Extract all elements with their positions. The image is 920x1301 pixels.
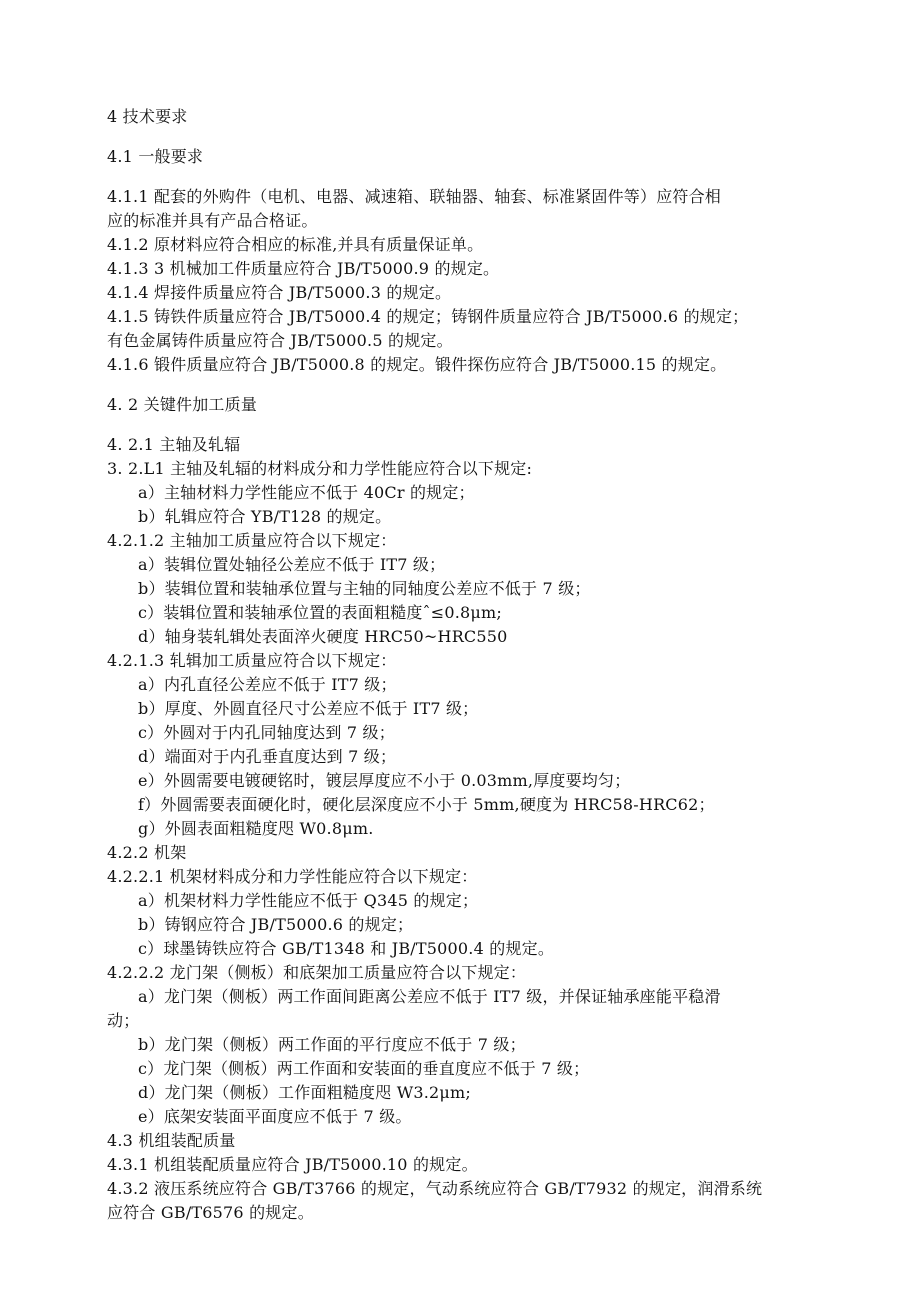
list-item: b）龙门架（侧板）两工作面的平行度应不低于 7 级； xyxy=(138,1035,526,1054)
text-line: 4.1.1 配套的外购件（电机、电器、减速箱、联轴器、轴套、标准紧固件等）应符合相 xyxy=(107,187,721,206)
list-item: a）机架材料力学性能应不低于 Q345 的规定； xyxy=(138,891,479,910)
section-heading: 4 技术要求 xyxy=(107,107,188,126)
list-item: b）轧辑应符合 YB/T128 的规定。 xyxy=(138,507,392,526)
text-line: 应符合 GB/T6576 的规定。 xyxy=(107,1203,314,1222)
list-item: d）轴身装轧辑处表面淬火硬度 HRC50~HRC550 xyxy=(138,627,508,646)
text-line: 应的标准并具有产品合格证。 xyxy=(107,211,318,230)
list-item: a）装辑位置处轴径公差应不低于 IT7 级； xyxy=(138,555,446,574)
text-line: 3. 2.L1 主轴及轧辐的材料成分和力学性能应符合以下规定: xyxy=(107,459,533,478)
text-line: 4.1.5 铸铁件质量应符合 JB/T5000.4 的规定；铸钢件质量应符合 JB/T5000.6 的规定； xyxy=(107,307,749,326)
subsection-heading: 4.3 机组装配质量 xyxy=(107,1131,236,1150)
text-line: 4.2.2.2 龙门架（侧板）和底架加工质量应符合以下规定： xyxy=(107,963,527,982)
text-line: 4.1.6 锻件质量应符合 JB/T5000.8 的规定。锻件探伤应符合 JB/T5000.15 的规定。 xyxy=(107,355,727,374)
list-item: d）端面对于内孔垂直度达到 7 级； xyxy=(138,747,397,766)
list-item: g）外圆表面粗糙度咫 W0.8μm. xyxy=(138,819,374,838)
text-line: 4.2.2.1 机架材料成分和力学性能应符合以下规定： xyxy=(107,867,478,886)
text-line: 有色金属铸件质量应符合 JB/T5000.5 的规定。 xyxy=(107,331,453,350)
list-item: c）球墨铸铁应符合 GB/T1348 和 JB/T5000.4 的规定。 xyxy=(138,939,555,958)
subsection-heading: 4. 2.1 主轴及轧辐 xyxy=(107,435,241,454)
text-line: 4.1.3 3 机械加工件质量应符合 JB/T5000.9 的规定。 xyxy=(107,259,500,278)
list-item: a）内孔直径公差应不低于 IT7 级； xyxy=(138,675,397,694)
list-item: e）外圆需要电镀硬铭时，镀层厚度应不小于 0.03mm,厚度要均匀； xyxy=(138,771,631,790)
subsection-heading: 4.2.2 机架 xyxy=(107,843,187,862)
text-line: 4.3.1 机组装配质量应符合 JB/T5000.10 的规定。 xyxy=(107,1155,478,1174)
list-item: b）厚度、外圆直径尺寸公差应不低于 IT7 级； xyxy=(138,699,479,718)
list-item: c）装辑位置和装轴承位置的表面粗糙度ˆ≤0.8μm; xyxy=(138,603,502,622)
subsection-heading: 4.1 一般要求 xyxy=(107,147,204,166)
list-item: a）龙门架（侧板）两工作面间距离公差应不低于 IT7 级，并保证轴承座能平稳滑 xyxy=(138,987,721,1006)
text-line: 动； xyxy=(107,1011,140,1030)
list-item: c）外圆对于内孔同轴度达到 7 级； xyxy=(138,723,395,742)
text-line: 4.2.1.3 轧辑加工质量应符合以下规定： xyxy=(107,651,397,670)
list-item: a）主轴材料力学性能应不低于 40Cr 的规定； xyxy=(138,483,475,502)
list-item: e）底架安装面平面度应不低于 7 级。 xyxy=(138,1107,412,1126)
list-item: b）装辑位置和装轴承位置与主轴的同轴度公差应不低于 7 级； xyxy=(138,579,591,598)
list-item: c）龙门架（侧板）两工作面和安装面的垂直度应不低于 7 级； xyxy=(138,1059,590,1078)
subsection-heading: 4. 2 关键件加工质量 xyxy=(107,395,258,414)
list-item: d）龙门架（侧板）工作面粗糙度咫 W3.2μm; xyxy=(138,1083,471,1102)
text-line: 4.1.2 原材料应符合相应的标准,并具有质量保证单。 xyxy=(107,235,484,254)
text-line: 4.1.4 焊接件质量应符合 JB/T5000.3 的规定。 xyxy=(107,283,452,302)
list-item: f）外圆需要表面硬化时，硬化层深度应不小于 5mm,硬度为 HRC58-HRC62； xyxy=(138,795,715,814)
text-line: 4.3.2 液压系统应符合 GB/T3766 的规定，气动系统应符合 GB/T7932 的规定，润滑系统 xyxy=(107,1179,763,1198)
text-line: 4.2.1.2 主轴加工质量应符合以下规定： xyxy=(107,531,397,550)
list-item: b）铸钢应符合 JB/T5000.6 的规定； xyxy=(138,915,414,934)
